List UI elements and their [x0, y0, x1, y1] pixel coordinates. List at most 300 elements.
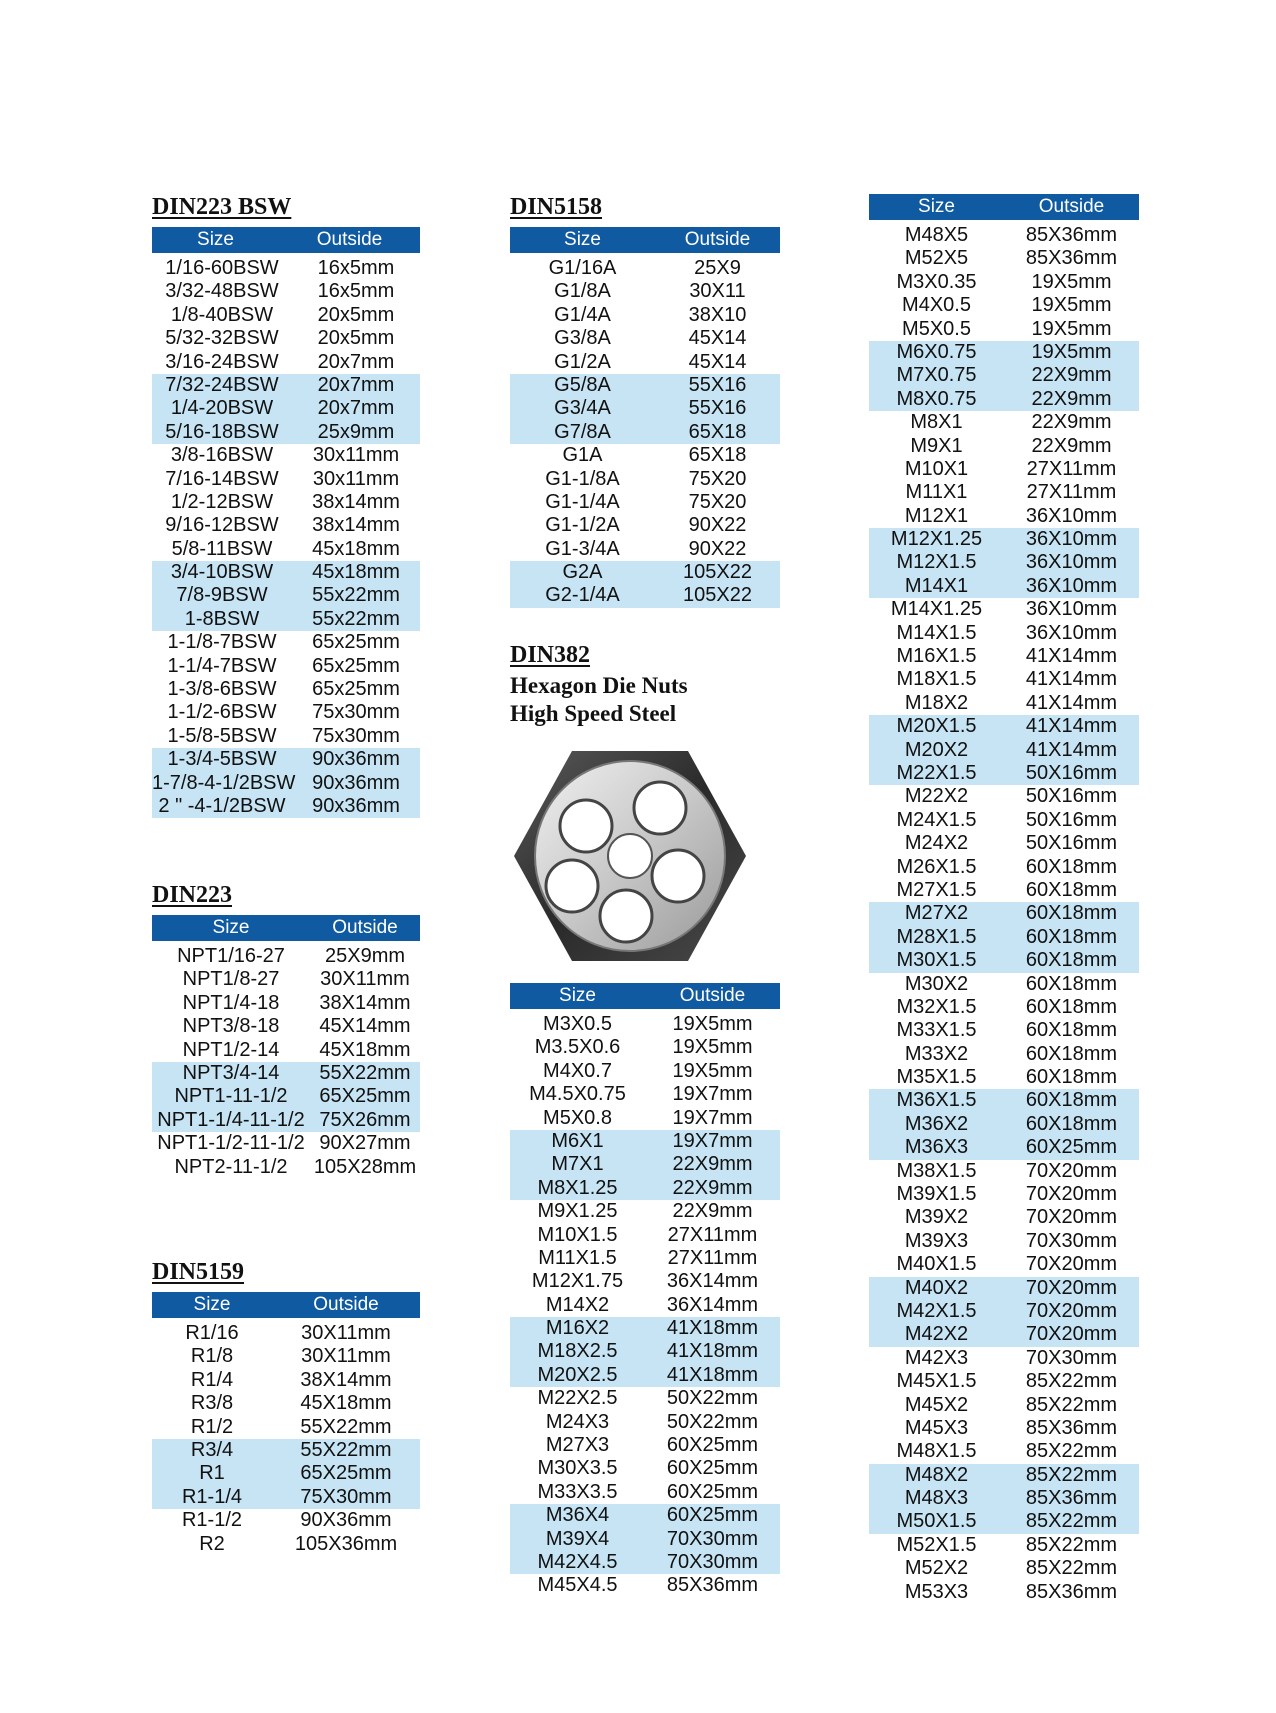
- outside-cell: 36X14mm: [666, 1293, 759, 1316]
- outside-cell: 45X18mm: [300, 1392, 392, 1415]
- outside-cell: 27X11mm: [1026, 457, 1117, 480]
- outside-cell: 85X22mm: [1025, 1440, 1118, 1463]
- table-row: [869, 856, 1139, 879]
- column-header-outside: Outside: [679, 985, 746, 1006]
- table-body: [869, 224, 1139, 1604]
- size-cell: M22X2: [904, 785, 969, 808]
- outside-cell: 75x30mm: [312, 724, 400, 747]
- size-cell: M7X1: [551, 1153, 604, 1176]
- outside-cell: 36X14mm: [666, 1270, 759, 1293]
- table-row: [869, 996, 1139, 1019]
- table-row: [510, 491, 780, 514]
- size-cell: M30X3.5: [537, 1457, 618, 1480]
- outside-cell: 20x5mm: [317, 303, 395, 326]
- outside-cell: 55X16: [688, 373, 747, 396]
- size-cell: M14X1.5: [896, 621, 977, 644]
- outside-cell: 70X30mm: [1025, 1229, 1118, 1252]
- table-row: [869, 1300, 1139, 1323]
- outside-cell: 85X22mm: [1025, 1510, 1118, 1533]
- outside-cell: 90x36mm: [312, 771, 400, 794]
- table-row: [510, 561, 780, 584]
- table-row: [510, 304, 780, 327]
- size-cell: M4X0.7: [543, 1059, 612, 1082]
- table-row: [510, 1528, 780, 1551]
- size-cell: M4X0.5: [902, 294, 971, 317]
- table-row: [510, 397, 780, 420]
- table-row: [152, 514, 420, 537]
- size-cell: 1/16-60BSW: [165, 257, 279, 279]
- outside-cell: 90x36mm: [312, 748, 400, 771]
- size-cell: M10X1.5: [537, 1223, 618, 1246]
- table-row: [869, 1089, 1139, 1112]
- table-row: [152, 1322, 420, 1345]
- table-row: [152, 538, 420, 561]
- outside-cell: 36X10mm: [1025, 551, 1118, 574]
- outside-cell: 65x25mm: [312, 678, 400, 701]
- table-row: [869, 551, 1139, 574]
- outside-cell: 36X10mm: [1025, 621, 1118, 644]
- size-cell: M42X2: [904, 1323, 969, 1346]
- size-cell: G2A: [562, 561, 603, 584]
- table-row: [869, 1534, 1139, 1557]
- outside-cell: 38X14mm: [319, 991, 411, 1014]
- size-cell: M45X3: [904, 1416, 969, 1439]
- table-row: [869, 318, 1139, 341]
- section-subtitle: High Speed Steel: [510, 701, 677, 726]
- table-row: [152, 584, 420, 607]
- table-row: [510, 1504, 780, 1527]
- outside-cell: 70X20mm: [1025, 1159, 1118, 1182]
- size-cell: M36X3: [904, 1136, 969, 1159]
- size-cell: M16X2: [545, 1317, 610, 1340]
- table-header: [510, 227, 780, 253]
- outside-cell: 55X22mm: [300, 1415, 392, 1438]
- section-title: DIN223: [152, 882, 233, 908]
- table-row: [510, 1434, 780, 1457]
- table-row: [869, 505, 1139, 528]
- size-cell: M32X1.5: [896, 995, 977, 1018]
- outside-cell: 41X14mm: [1025, 645, 1118, 668]
- outside-cell: 60X18mm: [1025, 1019, 1118, 1042]
- outside-cell: 60X18mm: [1025, 972, 1118, 995]
- table-row: [869, 1136, 1139, 1159]
- size-cell: 3/8-16BSW: [170, 444, 274, 467]
- outside-cell: 55X22mm: [300, 1438, 392, 1461]
- column-header-outside: Outside: [684, 229, 751, 250]
- outside-cell: 45x18mm: [312, 537, 400, 560]
- table-row: [152, 304, 420, 327]
- column-header-size: Size: [559, 985, 596, 1006]
- table-row: [152, 1392, 420, 1415]
- outside-cell: 85X22mm: [1025, 1370, 1118, 1393]
- size-cell: R1/2: [190, 1415, 234, 1438]
- table-row: [510, 1411, 780, 1434]
- size-cell: NPT1-1/2-11-1/2: [157, 1132, 305, 1155]
- size-cell: NPT1/16-27: [177, 945, 285, 967]
- table-header: [152, 915, 420, 941]
- size-cell: NPT1-1/4-11-1/2: [157, 1108, 305, 1131]
- outside-cell: 60X25mm: [1025, 1136, 1118, 1159]
- outside-cell: 85X36mm: [1025, 1487, 1118, 1510]
- outside-cell: 105X36mm: [294, 1532, 398, 1555]
- outside-cell: 38x14mm: [312, 490, 400, 513]
- size-cell: M53X3: [904, 1580, 969, 1603]
- table-row: [510, 1270, 780, 1293]
- outside-cell: 41X18mm: [666, 1317, 759, 1340]
- outside-cell: 70X20mm: [1025, 1183, 1118, 1206]
- column-header-size: Size: [212, 917, 250, 938]
- outside-cell: 85X36mm: [1025, 247, 1118, 270]
- outside-cell: 60X18mm: [1025, 1066, 1118, 1089]
- outside-cell: 30X11: [689, 280, 746, 303]
- outside-cell: 75X26mm: [319, 1108, 411, 1131]
- table-row: [869, 949, 1139, 972]
- outside-cell: 45X14: [688, 327, 747, 350]
- size-cell: G1/2A: [554, 350, 611, 373]
- size-cell: R1/4: [190, 1368, 234, 1391]
- outside-cell: 25x9mm: [317, 420, 395, 443]
- metric-fine-table: [869, 194, 1139, 1604]
- size-cell: R1/16: [185, 1322, 239, 1344]
- table-row: [510, 280, 780, 303]
- table-row: [152, 561, 420, 584]
- table-row: [869, 1019, 1139, 1042]
- size-cell: M8X1: [910, 411, 963, 434]
- table-row: [869, 364, 1139, 387]
- outside-cell: 19X7mm: [672, 1106, 753, 1129]
- table-row: [869, 809, 1139, 832]
- size-cell: M7X0.75: [896, 364, 977, 387]
- table-row: [510, 1130, 780, 1153]
- size-cell: M9X1: [910, 434, 963, 457]
- outside-cell: 60X25mm: [666, 1504, 759, 1527]
- outside-cell: 45x18mm: [312, 561, 400, 584]
- din223-section: [152, 880, 420, 1179]
- table-row: [869, 832, 1139, 855]
- size-cell: M36X4: [545, 1504, 610, 1527]
- size-cell: R3/4: [190, 1438, 234, 1461]
- outside-cell: 60X25mm: [666, 1480, 759, 1503]
- size-cell: M24X3: [545, 1410, 610, 1433]
- outside-cell: 22X9mm: [672, 1200, 753, 1223]
- outside-cell: 45X14mm: [319, 1015, 411, 1038]
- table-row: [510, 1317, 780, 1340]
- table-row: [869, 341, 1139, 364]
- size-cell: M3X0.5: [543, 1013, 612, 1035]
- size-cell: M27X3: [545, 1434, 610, 1457]
- outside-cell: 75x30mm: [312, 701, 400, 724]
- size-cell: M3X0.35: [896, 270, 977, 293]
- table-row: [869, 1557, 1139, 1580]
- column-header-outside: Outside: [1038, 196, 1105, 217]
- size-cell: M24X1.5: [896, 808, 977, 831]
- size-cell: G1-1/4A: [545, 490, 620, 513]
- size-cell: NPT1/4-18: [182, 991, 280, 1014]
- outside-cell: 38x14mm: [312, 514, 400, 537]
- size-cell: G1/4A: [554, 303, 611, 326]
- size-cell: M22X1.5: [896, 761, 977, 784]
- table-row: [510, 421, 780, 444]
- size-cell: M45X2: [904, 1393, 969, 1416]
- table-row: [869, 411, 1139, 434]
- outside-cell: 19X5mm: [672, 1059, 753, 1082]
- size-cell: G7/8A: [554, 420, 611, 443]
- table-row: [152, 1039, 420, 1062]
- outside-cell: 85X36mm: [666, 1574, 759, 1597]
- outside-cell: 38X10: [688, 303, 747, 326]
- size-cell: M18X2.5: [537, 1340, 618, 1363]
- size-cell: M28X1.5: [896, 925, 977, 948]
- outside-cell: 41X14mm: [1025, 738, 1118, 761]
- outside-cell: 45X14: [688, 350, 747, 373]
- table-row: [869, 715, 1139, 738]
- table-row: [510, 468, 780, 491]
- outside-cell: 105X22: [683, 584, 752, 607]
- size-cell: M42X1.5: [896, 1299, 977, 1322]
- outside-cell: 27X11mm: [1026, 481, 1117, 504]
- outside-cell: 30X11mm: [320, 968, 410, 991]
- outside-cell: 105X28mm: [313, 1155, 417, 1178]
- table-row: [869, 692, 1139, 715]
- size-cell: M16X1.5: [896, 645, 977, 668]
- size-cell: M18X2: [904, 691, 969, 714]
- table-row: [152, 1439, 420, 1462]
- outside-cell: 65X18: [688, 420, 747, 443]
- size-cell: 1-1/8-7BSW: [167, 631, 277, 654]
- size-cell: 3/16-24BSW: [165, 350, 279, 373]
- column-header-outside: Outside: [316, 229, 383, 250]
- table-row: [152, 1416, 420, 1439]
- size-cell: M3.5X0.6: [534, 1036, 621, 1059]
- outside-cell: 41X18mm: [666, 1363, 759, 1386]
- outside-cell: 41X14mm: [1025, 715, 1118, 738]
- outside-cell: 36X10mm: [1025, 528, 1118, 551]
- column-header-outside: Outside: [332, 917, 398, 938]
- outside-cell: 50X16mm: [1025, 832, 1118, 855]
- table-row: [152, 992, 420, 1015]
- table-row: [152, 1062, 420, 1085]
- table-row: [152, 772, 420, 795]
- table-row: [869, 1581, 1139, 1604]
- outside-cell: 105X22: [683, 561, 752, 584]
- table-row: [152, 608, 420, 631]
- table-row: [152, 1486, 420, 1509]
- outside-cell: 60X18mm: [1025, 1042, 1118, 1065]
- table-row: [152, 678, 420, 701]
- size-cell: 1-3/8-6BSW: [167, 678, 277, 701]
- table-row: [152, 468, 420, 491]
- outside-cell: 60X18mm: [1025, 878, 1118, 901]
- table-row: [869, 973, 1139, 996]
- table-row: [510, 327, 780, 350]
- table-row: [869, 1277, 1139, 1300]
- size-cell: M39X4: [545, 1527, 610, 1550]
- table-row: [510, 1387, 780, 1410]
- size-cell: M8X0.75: [896, 387, 977, 410]
- outside-cell: 85X22mm: [1025, 1533, 1118, 1556]
- size-cell: 5/32-32BSW: [165, 327, 279, 350]
- size-cell: NPT3/4-14: [182, 1061, 280, 1084]
- size-cell: M12X1.25: [890, 528, 983, 551]
- table-row: [869, 1440, 1139, 1463]
- table-row: [869, 271, 1139, 294]
- outside-cell: 70X30mm: [1025, 1346, 1118, 1369]
- outside-cell: 25X9mm: [324, 945, 406, 967]
- section-subtitle: Hexagon Die Nuts: [510, 673, 688, 698]
- outside-cell: 75X20: [688, 467, 747, 490]
- table-row: [510, 1340, 780, 1363]
- size-cell: G1-3/4A: [545, 537, 620, 560]
- column-header-outside: Outside: [313, 1294, 379, 1315]
- outside-cell: 55X22mm: [319, 1061, 411, 1084]
- size-cell: R1/8: [190, 1345, 234, 1368]
- outside-cell: 90X22: [688, 514, 747, 537]
- outside-cell: 20x5mm: [317, 327, 395, 350]
- size-cell: M12X1: [904, 504, 969, 527]
- size-cell: G1A: [562, 444, 603, 467]
- table-row: [510, 1177, 780, 1200]
- outside-cell: 90X22: [688, 537, 747, 560]
- outside-cell: 75X20: [688, 490, 747, 513]
- outside-cell: 60X18mm: [1025, 995, 1118, 1018]
- outside-cell: 55x22mm: [312, 607, 400, 630]
- outside-cell: 70X20mm: [1025, 1323, 1118, 1346]
- table-row: [152, 1533, 420, 1556]
- section-title: DIN223 BSW: [152, 194, 292, 220]
- size-cell: M39X2: [904, 1206, 969, 1229]
- table-row: [510, 1200, 780, 1223]
- size-cell: M48X1.5: [896, 1440, 977, 1463]
- table-row: [869, 668, 1139, 691]
- size-cell: M26X1.5: [896, 855, 977, 878]
- table-row: [152, 1109, 420, 1132]
- outside-cell: 45X18mm: [319, 1038, 411, 1061]
- table-row: [869, 1370, 1139, 1393]
- din5158-section: [510, 192, 780, 608]
- outside-cell: 70X20mm: [1025, 1299, 1118, 1322]
- table-row: [152, 421, 420, 444]
- outside-cell: 90X27mm: [319, 1132, 411, 1155]
- table-body: [510, 1013, 780, 1598]
- outside-cell: 30x11mm: [312, 467, 400, 490]
- table-row: [152, 491, 420, 514]
- table-row: [510, 1013, 780, 1036]
- table-row: [869, 1323, 1139, 1346]
- size-cell: M14X2: [545, 1293, 610, 1316]
- outside-cell: 85X36mm: [1025, 1580, 1118, 1603]
- table-row: [152, 748, 420, 771]
- size-cell: M10X1: [904, 457, 969, 480]
- size-cell: M24X2: [904, 832, 969, 855]
- table-row: [510, 1036, 780, 1059]
- table-row: [152, 1156, 420, 1179]
- outside-cell: 65X25mm: [319, 1085, 411, 1108]
- outside-cell: 85X36mm: [1025, 224, 1118, 246]
- table-row: [869, 645, 1139, 668]
- outside-cell: 19X5mm: [672, 1036, 753, 1059]
- outside-cell: 41X14mm: [1025, 668, 1118, 691]
- size-cell: 1-1/4-7BSW: [167, 654, 277, 677]
- outside-cell: 19X5mm: [1031, 340, 1112, 363]
- size-cell: NPT2-11-1/2: [174, 1155, 288, 1178]
- table-row: [152, 1015, 420, 1038]
- size-cell: 7/8-9BSW: [176, 584, 268, 607]
- table-row: [152, 701, 420, 724]
- size-cell: M40X2: [904, 1276, 969, 1299]
- table-row: [152, 397, 420, 420]
- size-cell: M5X0.5: [902, 317, 971, 340]
- table-row: [152, 1509, 420, 1532]
- table-row: [510, 1457, 780, 1480]
- outside-cell: 50X22mm: [666, 1410, 759, 1433]
- table-row: [869, 879, 1139, 902]
- size-cell: M30X2: [904, 972, 969, 995]
- outside-cell: 85X22mm: [1025, 1463, 1118, 1486]
- table-row: [152, 257, 420, 280]
- size-cell: M11X1.5: [538, 1246, 617, 1269]
- outside-cell: 30X11mm: [301, 1345, 391, 1368]
- table-row: [152, 631, 420, 654]
- size-cell: 1-5/8-5BSW: [167, 724, 277, 747]
- table-row: [510, 1247, 780, 1270]
- size-cell: M36X2: [904, 1112, 969, 1135]
- table-row: [510, 1107, 780, 1130]
- size-cell: M52X1.5: [896, 1533, 977, 1556]
- column-header-size: Size: [564, 229, 601, 250]
- table-row: [869, 739, 1139, 762]
- outside-cell: 25X9: [694, 257, 741, 279]
- table-row: [869, 1206, 1139, 1229]
- table-row: [869, 785, 1139, 808]
- table-body: [152, 945, 420, 1179]
- column-header-size: Size: [197, 229, 234, 250]
- table-header: [869, 194, 1139, 220]
- size-cell: R1-1/2: [181, 1509, 243, 1532]
- outside-cell: 60X18mm: [1025, 855, 1118, 878]
- outside-cell: 41X18mm: [666, 1340, 759, 1363]
- size-cell: M39X1.5: [896, 1183, 977, 1206]
- outside-cell: 60X25mm: [666, 1434, 759, 1457]
- size-cell: R1-1/4: [181, 1485, 243, 1508]
- outside-cell: 65x25mm: [312, 631, 400, 654]
- outside-cell: 19X5mm: [1031, 294, 1112, 317]
- size-cell: M12X1.75: [531, 1270, 624, 1293]
- table-row: [869, 224, 1139, 247]
- table-row: [510, 1551, 780, 1574]
- outside-cell: 50X22mm: [666, 1387, 759, 1410]
- table-row: [869, 1253, 1139, 1276]
- size-cell: M22X2.5: [537, 1387, 618, 1410]
- size-cell: M42X4.5: [537, 1550, 618, 1573]
- din5159-section: [152, 1257, 420, 1556]
- outside-cell: 27X11mm: [667, 1246, 758, 1269]
- table-row: [869, 1113, 1139, 1136]
- table-row: [510, 514, 780, 537]
- table-row: [510, 1153, 780, 1176]
- table-row: [869, 1417, 1139, 1440]
- table-row: [510, 584, 780, 607]
- outside-cell: 70X20mm: [1025, 1206, 1118, 1229]
- outside-cell: 19X5mm: [672, 1013, 753, 1035]
- din223-bsw-section: [152, 192, 420, 818]
- outside-cell: 36X10mm: [1025, 574, 1118, 597]
- table-row: [510, 1224, 780, 1247]
- table-row: [869, 1394, 1139, 1417]
- table-row: [152, 655, 420, 678]
- table-row: [869, 575, 1139, 598]
- table-row: [869, 926, 1139, 949]
- size-cell: M52X5: [904, 247, 969, 270]
